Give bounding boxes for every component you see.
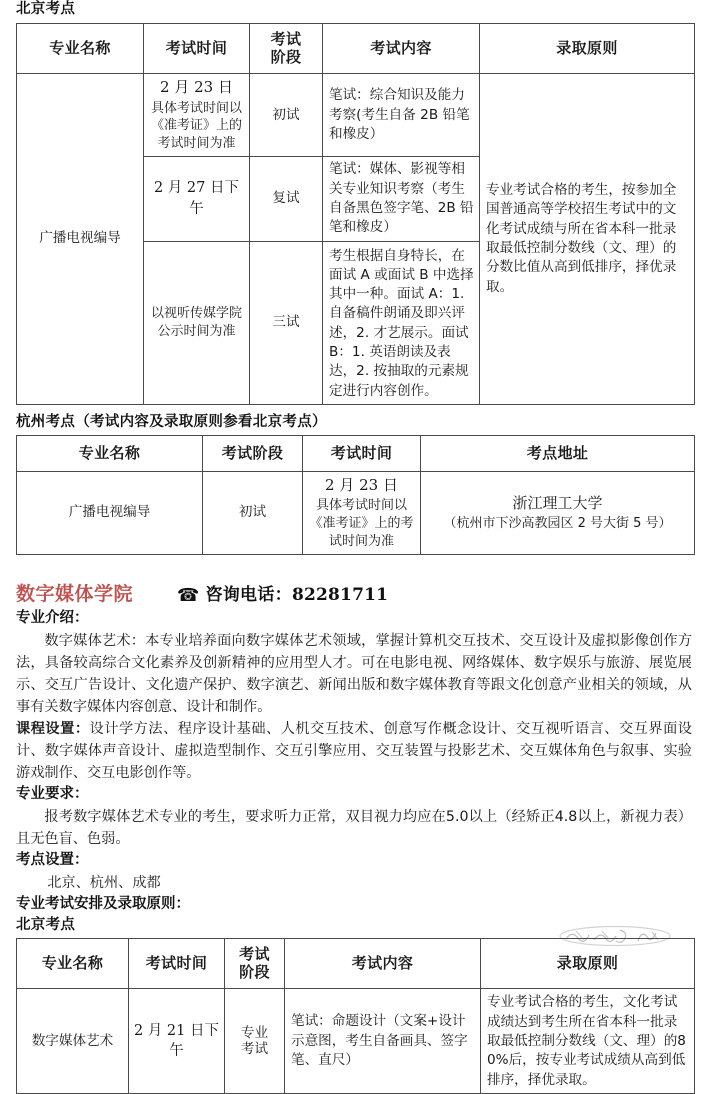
column-header-admission-principle: 录取原则 <box>480 23 695 73</box>
cell-major-name: 广播电视编导 <box>17 472 203 555</box>
cell-exam-content-3: 考生根据自身特长，在面试 A 或面试 B 中选择其中一种。面试 A：1. 自备稿件朗诵及即兴评述，2. 才艺展示。面试 B：1. 英语朗读及表达，2. 按抽取的元素规定进行内容创作。 <box>323 241 480 404</box>
phone-label: 咨询电话： <box>205 585 292 606</box>
college-header <box>16 577 704 606</box>
cell-exam-time <box>303 472 421 555</box>
column-header-site-address: 考点地址 <box>421 435 695 471</box>
text-major-intro: 数字媒体艺术：本专业培养面向数字媒体艺术领域，掌握计算机交互技术、交互设计及虚拟影像创作方法，具备较高综合文化素养及创新精神的应用型人才。可在电影电视、网络媒体、数字娱乐与旅游、展览展示、交互广告设计、文化遗产保护、数字演艺、新闻出版和数字媒体教育等跟文化创意产业相关的领域，从事有关数字媒体内容创意、设计和制作。 <box>16 633 692 716</box>
exam-time-main-1: 2 月 23 日 <box>160 78 233 97</box>
label-courses: 课程设置： <box>16 721 90 738</box>
telephone-icon: ☎ <box>177 585 200 607</box>
cell-exam-time-3 <box>144 241 250 404</box>
cell-exam-time-1 <box>144 74 250 157</box>
text-courses: 设计学方法、程序设计基础、人机交互技术、创意写作概念设计、交互视听语言、交互界面设计、数字媒体声音设计、虚拟造型制作、交互引擎应用、交互装置与投影艺术、交互媒体角色与叙事、实验游戏制作、交互电影创作等。 <box>16 721 692 782</box>
column-header-admission-principle: 录取原则 <box>481 939 695 989</box>
cell-exam-stage-3: 三试 <box>250 241 323 404</box>
column-header-exam-content: 考试内容 <box>285 939 481 989</box>
cell-exam-content-1: 笔试：综合知识及能力考察(考生自备 2B 铅笔和橡皮） <box>323 74 480 157</box>
phone-number: 82281711 <box>291 585 389 606</box>
label-major-intro: 专业介绍： <box>16 610 89 627</box>
text-requirements: 报考数字媒体艺术专业的考生，要求听力正常，双目视力均应在5.0以上（经矫正4.8以上，新视力表）且无色盲、色弱。 <box>16 809 692 848</box>
cell-admission-principle: 专业考试合格的考生，文化考试成绩达到考生所在省本科一批录取最低控制分数线（文、理）的80%后，按专业考试成绩从高到低排序，择优录取。 <box>481 989 695 1093</box>
exam-stage-line1: 专业 <box>240 1025 269 1042</box>
exam-time-main: 2 月 23 日 <box>325 476 398 495</box>
cell-site-address <box>421 472 695 555</box>
column-header-exam-content: 考试内容 <box>323 23 480 73</box>
column-header-major: 专业名称 <box>17 939 129 989</box>
table-header-row <box>17 23 695 73</box>
column-header-exam-time: 考试时间 <box>303 435 421 471</box>
column-header-exam-stage-line1: 考试 <box>270 29 302 48</box>
exam-time-sub-1: 具体考试时间以《准考证》上的考试时间为准 <box>150 100 242 152</box>
column-header-exam-stage-line2: 阶段 <box>239 962 270 981</box>
heading-beijing-site-2: 北京考点 <box>16 917 76 934</box>
exam-stage-line2: 考试 <box>240 1041 269 1058</box>
heading-hangzhou-site: 杭州考点（考试内容及录取原则参看北京考点） <box>16 413 327 430</box>
table-beijing-digital-media <box>16 938 695 1094</box>
spacer <box>0 405 704 413</box>
cell-exam-content-2: 笔试：媒体、影视等相关专业知识考察（考生自备黑色签字笔、2B 铅笔和橡皮） <box>323 157 480 241</box>
column-header-exam-stage: 考试阶段 <box>203 435 303 471</box>
label-exam-arrangement: 专业考试安排及录取原则： <box>16 896 190 913</box>
spacer <box>0 555 704 577</box>
table-row <box>17 989 695 1093</box>
exam-time-sub-3: 以视听传媒学院公示时间为准 <box>150 305 242 339</box>
table-row <box>17 74 695 157</box>
cell-exam-content: 笔试：命题设计（文案+设计示意图，考生自备画具、签字笔、直尺） <box>285 989 481 1093</box>
consultation-phone <box>177 580 388 605</box>
column-header-exam-time: 考试时间 <box>144 23 250 73</box>
exam-time-sub: 具体考试时间以《准考证》上的考试时间为准 <box>309 498 414 550</box>
block-courses <box>16 718 692 784</box>
table-beijing-broadcast <box>16 23 695 405</box>
cell-exam-stage <box>225 989 285 1093</box>
text-exam-sites: 北京、杭州、成都 <box>47 875 161 892</box>
column-header-exam-stage <box>225 939 285 989</box>
column-header-major: 专业名称 <box>17 23 144 73</box>
cell-exam-stage-1: 初试 <box>250 74 323 157</box>
site-address-main: 浙江理工大学 <box>512 493 603 512</box>
table-row <box>17 472 695 555</box>
table-header-row <box>17 435 695 471</box>
column-header-major: 专业名称 <box>17 435 203 471</box>
label-requirements: 专业要求： <box>16 786 89 803</box>
cell-major-name: 数字媒体艺术 <box>17 989 129 1093</box>
cell-major-name: 广播电视编导 <box>17 74 144 405</box>
site-address-sub: （杭州市下沙高教园区 2 号大街 5 号） <box>443 516 672 532</box>
cell-admission-principle: 专业考试合格的考生，按参加全国普通高等学校招生考试中的文化考试成绩与所在省本科一批录取最低控制分数线（文、理）的分数比值从高到低排序，择优录取。 <box>480 74 695 405</box>
cell-exam-time: 2 月 21 日下午 <box>129 989 225 1093</box>
cell-exam-time-2: 2 月 27 日下午 <box>144 157 250 241</box>
cell-exam-stage-2: 复试 <box>250 157 323 241</box>
cell-exam-stage: 初试 <box>203 472 303 555</box>
column-header-exam-stage-line2: 阶段 <box>270 47 302 66</box>
heading-beijing-site-1: 北京考点 <box>16 1 76 17</box>
college-name: 数字媒体学院 <box>16 583 134 606</box>
table-header-row <box>17 939 695 989</box>
column-header-exam-stage <box>250 23 323 73</box>
label-exam-sites: 考点设置： <box>16 852 89 869</box>
table-hangzhou-broadcast <box>16 435 695 555</box>
column-header-exam-stage-line1: 考试 <box>239 945 270 964</box>
column-header-exam-time: 考试时间 <box>129 939 225 989</box>
